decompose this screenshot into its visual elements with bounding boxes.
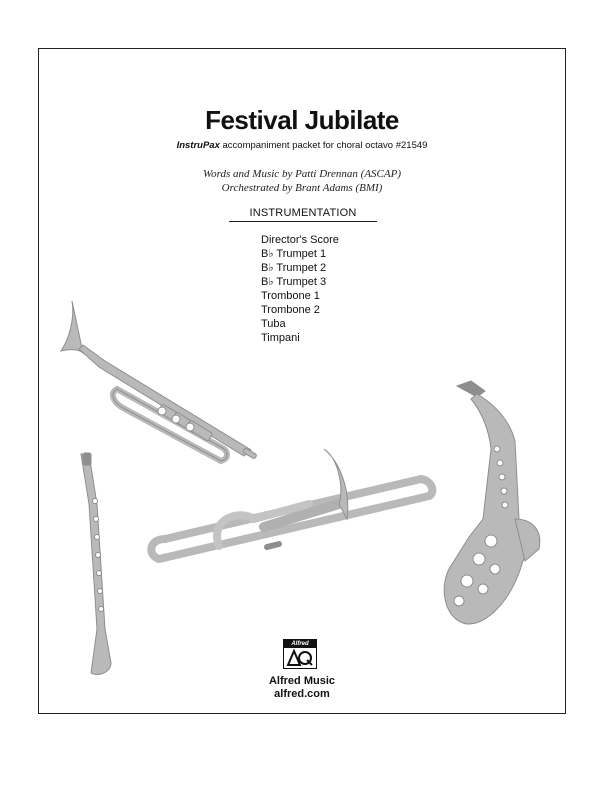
list-item: Trombone 1 — [261, 290, 320, 302]
publisher-info — [39, 675, 565, 701]
publisher-logo — [283, 639, 317, 669]
list-item: B♭ Trumpet 2 — [261, 262, 327, 274]
logo-text: Alfred — [284, 640, 316, 648]
instrumentation-heading: INSTRUMENTATION — [229, 207, 377, 222]
trombone-icon — [151, 449, 432, 559]
clarinet-icon — [81, 453, 111, 675]
logo-mark-icon — [284, 648, 315, 667]
list-item: Timpani — [261, 332, 300, 344]
credit-orchestration: Orchestrated by Brant Adams (BMI) — [221, 182, 383, 194]
instrument-illustrations — [39, 49, 565, 713]
list-item: B♭ Trumpet 3 — [261, 276, 327, 288]
trumpet-icon — [61, 301, 257, 461]
subtitle-text: accompaniment packet for choral octavo #21549 — [219, 140, 428, 151]
saxophone-icon — [444, 381, 540, 624]
publisher-url: alfred.com — [274, 688, 330, 700]
cover-frame — [38, 48, 566, 714]
list-item: Trombone 2 — [261, 304, 320, 316]
publisher-name: Alfred Music — [268, 675, 335, 687]
page-title: Festival Jubilate — [205, 105, 399, 135]
list-item: Director's Score — [261, 234, 339, 246]
list-item: B♭ Trumpet 1 — [261, 248, 327, 260]
subtitle-brand: InstruPax — [176, 140, 220, 151]
credit-music: Words and Music by Patti Drennan (ASCAP) — [203, 168, 401, 180]
list-item: Tuba — [261, 318, 286, 330]
